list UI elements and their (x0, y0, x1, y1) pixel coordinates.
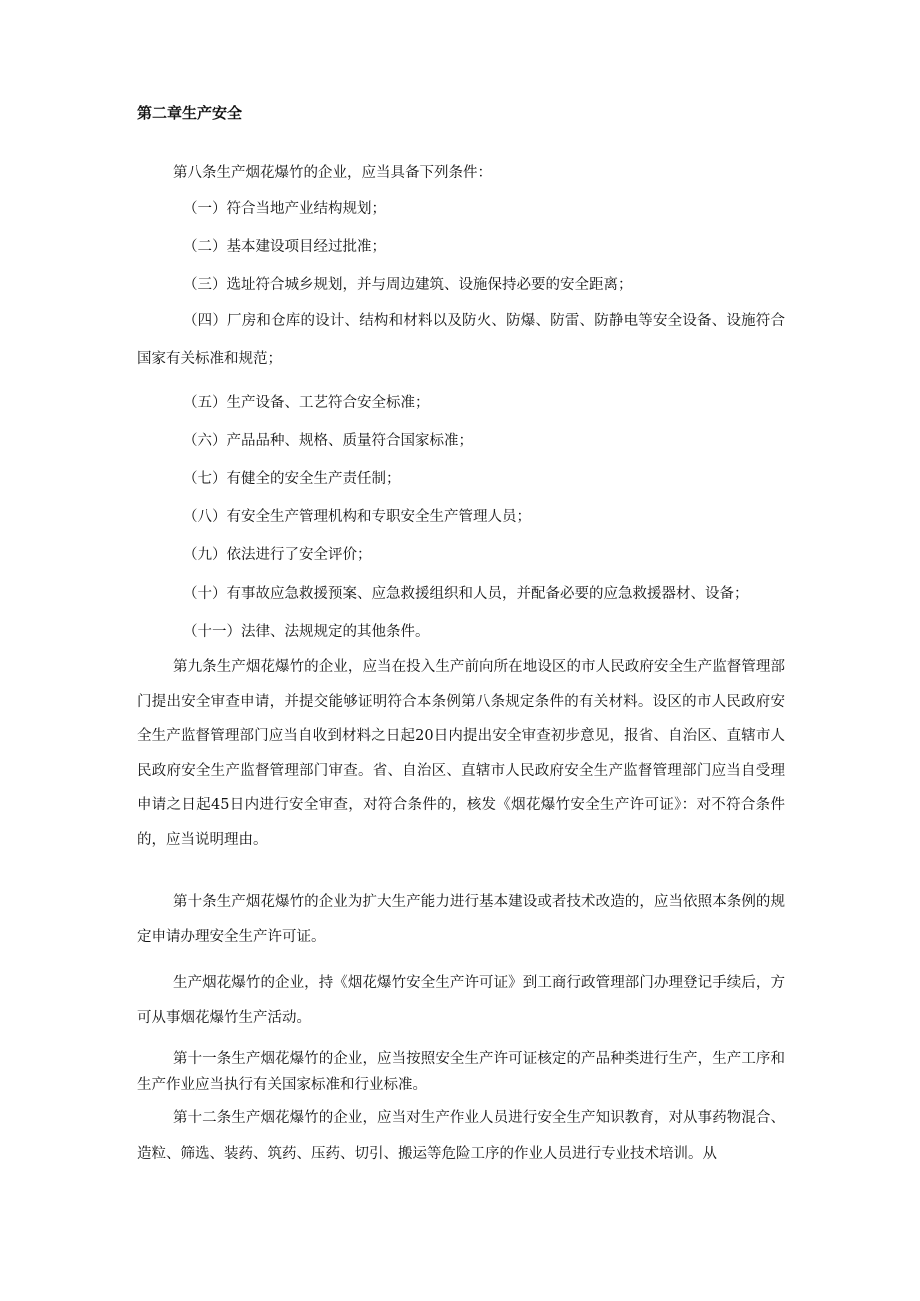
article-11: 第十一条生产烟花爆竹的企业，应当按照安全生产许可证核定的产品种类进行生产，生产工序和生产作业应当执行有关国家标准和行业标准。 (137, 1051, 785, 1093)
article-12: 第十二条生产烟花爆竹的企业，应当对生产作业人员进行安全生产知识教育，对从事药物混合、造粒、筛选、装药、筑药、压药、切引、搬运等危险工序的作业人员进行专业技术培训。从 (137, 1110, 785, 1162)
article-8-item-1: （一）符合当地产业结构规划； (183, 201, 386, 217)
article-8-item-3: （三）选址符合城乡规划，并与周边建筑、设施保持必要的安全距离； (183, 277, 633, 293)
article-8-item-7: （七）有健全的安全生产责任制； (183, 471, 401, 487)
chapter-heading: 第二章生产安全 (137, 104, 243, 122)
article-8-item-6: （六）产品品种、规格、质量符合国家标准； (183, 433, 473, 449)
article-10-registration: 生产烟花爆竹的企业，持《烟花爆竹安全生产许可证》到工商行政管理部门办理登记手续后，方可从事烟花爆竹生产活动。 (137, 975, 785, 1026)
article-8-intro: 第八条生产烟花爆竹的企业，应当具备下列条件： (173, 165, 492, 181)
article-8-item-2: （二）基本建设项目经过批准； (183, 239, 386, 255)
article-8-item-4: （四）厂房和仓库的设计、结构和材料以及防火、防爆、防雷、防静电等安全设备、设施符合国家有关标准和规范； (137, 313, 785, 367)
article-8-item-8: （八）有安全生产管理机构和专职安全生产管理人员； (183, 509, 531, 525)
article-8-item-5: （五）生产设备、工艺符合安全标准； (183, 395, 430, 411)
article-9: 第九条生产烟花爆竹的企业，应当在投入生产前向所在地设区的市人民政府安全生产监督管理部门提出安全审查申请，并提交能够证明符合本条例第八条规定条件的有关材料。设区的市人民政府安全生产监督管理部门应当自收到材料之日起20日内提出安全审查初步意见，报省、自治区、直辖市人民政府安全生产监督管理部门审查。省、自治区、直辖市人民政府安全生产监督管理部门应当自受理申请之日起45日内进行安全审查，对符合条件的，核发《烟花爆竹安全生产许可证》：对不符合条件的，应当说明理由。 (137, 659, 785, 848)
article-8-item-10: （十）有事故应急救援预案、应急救援组织和人员，并配备必要的应急救援器材、设备； (183, 586, 749, 602)
article-8-item-9: （九）依法进行了安全评价； (183, 547, 372, 563)
article-10: 第十条生产烟花爆竹的企业为扩大生产能力进行基本建设或者技术改造的，应当依照本条例的规定申请办理安全生产许可证。 (137, 894, 785, 945)
article-8-item-11: （十一）法律、法规规定的其他条件。 (183, 624, 430, 640)
